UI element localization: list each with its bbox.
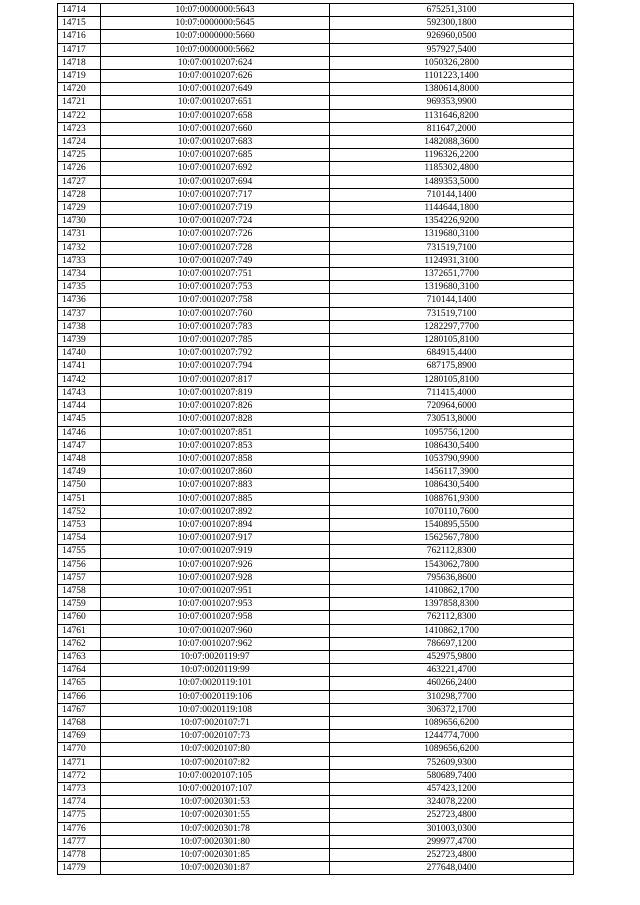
value-cell: 1196326,2200 <box>330 149 574 162</box>
value-cell: 687175,8900 <box>330 360 574 373</box>
row-number-cell: 14763 <box>58 650 101 663</box>
table-row <box>58 492 574 505</box>
cadastral-number-cell: 10:07:0010207:885 <box>101 492 330 505</box>
cadastral-number-cell: 10:07:0010207:760 <box>101 307 330 320</box>
row-number-cell: 14721 <box>58 96 101 109</box>
row-number-cell: 14727 <box>58 175 101 188</box>
table-row <box>58 598 574 611</box>
row-number-cell: 14761 <box>58 624 101 637</box>
cadastral-number-cell: 10:07:0020301:53 <box>101 796 330 809</box>
table-row <box>58 188 574 201</box>
row-number-cell: 14728 <box>58 188 101 201</box>
value-cell: 252723,4800 <box>330 809 574 822</box>
value-cell: 1053790,9900 <box>330 452 574 465</box>
row-number-cell: 14724 <box>58 136 101 149</box>
cadastral-number-cell: 10:07:0010207:926 <box>101 558 330 571</box>
row-number-cell: 14744 <box>58 400 101 413</box>
value-cell: 684915,4400 <box>330 347 574 360</box>
cadastral-number-cell: 10:07:0020301:55 <box>101 809 330 822</box>
row-number-cell: 14759 <box>58 598 101 611</box>
cadastral-number-cell: 10:07:0010207:783 <box>101 320 330 333</box>
cadastral-number-cell: 10:07:0020107:80 <box>101 743 330 756</box>
table-row <box>58 96 574 109</box>
row-number-cell: 14779 <box>58 862 101 875</box>
table-row <box>58 452 574 465</box>
table-row <box>58 43 574 56</box>
table-row <box>58 624 574 637</box>
row-number-cell: 14771 <box>58 756 101 769</box>
row-number-cell: 14766 <box>58 690 101 703</box>
table-row <box>58 386 574 399</box>
value-cell: 710144,1400 <box>330 294 574 307</box>
cadastral-number-cell: 10:07:0010207:853 <box>101 439 330 452</box>
cadastral-number-cell: 10:07:0010207:624 <box>101 56 330 69</box>
row-number-cell: 14730 <box>58 215 101 228</box>
row-number-cell: 14749 <box>58 466 101 479</box>
value-cell: 710144,1400 <box>330 188 574 201</box>
value-cell: 310298,7700 <box>330 690 574 703</box>
value-cell: 460266,2400 <box>330 677 574 690</box>
row-number-cell: 14748 <box>58 452 101 465</box>
row-number-cell: 14760 <box>58 611 101 624</box>
value-cell: 1144644,1800 <box>330 202 574 215</box>
table-row <box>58 109 574 122</box>
value-cell: 786697,1200 <box>330 637 574 650</box>
value-cell: 762112,8300 <box>330 611 574 624</box>
cadastral-number-cell: 10:07:0010207:851 <box>101 426 330 439</box>
table-row <box>58 241 574 254</box>
table-row <box>58 505 574 518</box>
cadastral-number-cell: 10:07:0010207:819 <box>101 386 330 399</box>
cadastral-number-cell: 10:07:0020107:71 <box>101 716 330 729</box>
table-row <box>58 202 574 215</box>
table-row <box>58 690 574 703</box>
cadastral-number-cell: 10:07:0020301:87 <box>101 862 330 875</box>
table-row <box>58 849 574 862</box>
table-row <box>58 175 574 188</box>
cadastral-number-cell: 10:07:0010207:692 <box>101 162 330 175</box>
table-row <box>58 822 574 835</box>
cadastral-number-cell: 10:07:0020119:99 <box>101 664 330 677</box>
value-cell: 957927,5400 <box>330 43 574 56</box>
row-number-cell: 14747 <box>58 439 101 452</box>
table-row <box>58 782 574 795</box>
cadastral-number-cell: 10:07:0010207:858 <box>101 452 330 465</box>
value-cell: 324078,2200 <box>330 796 574 809</box>
cadastral-number-cell: 10:07:0020301:78 <box>101 822 330 835</box>
value-cell: 1410862,1700 <box>330 584 574 597</box>
row-number-cell: 14740 <box>58 347 101 360</box>
cadastral-number-cell: 10:07:0020301:85 <box>101 849 330 862</box>
cadastral-number-cell: 10:07:0010207:951 <box>101 584 330 597</box>
table-row <box>58 307 574 320</box>
value-cell: 1380614,8000 <box>330 83 574 96</box>
row-number-cell: 14768 <box>58 716 101 729</box>
table-row <box>58 70 574 83</box>
row-number-cell: 14726 <box>58 162 101 175</box>
table-row <box>58 17 574 30</box>
cadastral-number-cell: 10:07:0010207:892 <box>101 505 330 518</box>
cadastral-number-cell: 10:07:0010207:660 <box>101 122 330 135</box>
value-cell: 1089656,6200 <box>330 743 574 756</box>
cadastral-number-cell: 10:07:0010207:719 <box>101 202 330 215</box>
table-row <box>58 228 574 241</box>
row-number-cell: 14755 <box>58 545 101 558</box>
cadastral-number-cell: 10:07:0010207:919 <box>101 545 330 558</box>
row-number-cell: 14767 <box>58 703 101 716</box>
value-cell: 1089656,6200 <box>330 716 574 729</box>
row-number-cell: 14762 <box>58 637 101 650</box>
table-row <box>58 743 574 756</box>
table-row <box>58 756 574 769</box>
cadastral-number-cell: 10:07:0010207:685 <box>101 149 330 162</box>
cadastral-number-cell: 10:07:0000000:5660 <box>101 30 330 43</box>
row-number-cell: 14745 <box>58 413 101 426</box>
value-cell: 306372,1700 <box>330 703 574 716</box>
row-number-cell: 14717 <box>58 43 101 56</box>
table-row <box>58 347 574 360</box>
row-number-cell: 14775 <box>58 809 101 822</box>
value-cell: 795636,8600 <box>330 571 574 584</box>
value-cell: 1095756,1200 <box>330 426 574 439</box>
value-cell: 1124931,3100 <box>330 254 574 267</box>
row-number-cell: 14753 <box>58 518 101 531</box>
value-cell: 277648,0400 <box>330 862 574 875</box>
table-row <box>58 703 574 716</box>
table-row <box>58 611 574 624</box>
row-number-cell: 14746 <box>58 426 101 439</box>
row-number-cell: 14720 <box>58 83 101 96</box>
value-cell: 752609,9300 <box>330 756 574 769</box>
value-cell: 720964,6000 <box>330 400 574 413</box>
table-row <box>58 149 574 162</box>
value-cell: 463221,4700 <box>330 664 574 677</box>
table-row <box>58 809 574 822</box>
cadastral-number-cell: 10:07:0020107:105 <box>101 769 330 782</box>
table-row <box>58 571 574 584</box>
value-cell: 1070110,7600 <box>330 505 574 518</box>
cadastral-number-cell: 10:07:0010207:860 <box>101 466 330 479</box>
table-row <box>58 664 574 677</box>
row-number-cell: 14770 <box>58 743 101 756</box>
cadastral-number-cell: 10:07:0010207:726 <box>101 228 330 241</box>
row-number-cell: 14734 <box>58 268 101 281</box>
value-cell: 1244774,7000 <box>330 730 574 743</box>
table-row <box>58 835 574 848</box>
cadastral-number-cell: 10:07:0010207:785 <box>101 334 330 347</box>
table-body <box>58 4 574 875</box>
table-row <box>58 122 574 135</box>
value-cell: 1397858,8300 <box>330 598 574 611</box>
value-cell: 811647,2000 <box>330 122 574 135</box>
cadastral-number-cell: 10:07:0020119:108 <box>101 703 330 716</box>
value-cell: 711415,4000 <box>330 386 574 399</box>
row-number-cell: 14772 <box>58 769 101 782</box>
row-number-cell: 14716 <box>58 30 101 43</box>
value-cell: 1456117,3900 <box>330 466 574 479</box>
cadastral-number-cell: 10:07:0010207:960 <box>101 624 330 637</box>
row-number-cell: 14773 <box>58 782 101 795</box>
value-cell: 580689,7400 <box>330 769 574 782</box>
row-number-cell: 14754 <box>58 532 101 545</box>
cadastral-number-cell: 10:07:0010207:817 <box>101 373 330 386</box>
cadastral-number-cell: 10:07:0020107:73 <box>101 730 330 743</box>
value-cell: 299977,4700 <box>330 835 574 848</box>
cadastral-number-cell: 10:07:0010207:728 <box>101 241 330 254</box>
row-number-cell: 14725 <box>58 149 101 162</box>
table-row <box>58 215 574 228</box>
value-cell: 731519,7100 <box>330 307 574 320</box>
row-number-cell: 14750 <box>58 479 101 492</box>
row-number-cell: 14752 <box>58 505 101 518</box>
cadastral-number-cell: 10:07:0010207:828 <box>101 413 330 426</box>
table-row <box>58 268 574 281</box>
value-cell: 1354226,9200 <box>330 215 574 228</box>
value-cell: 1482088,3600 <box>330 136 574 149</box>
table-row <box>58 373 574 386</box>
value-cell: 926960,0500 <box>330 30 574 43</box>
row-number-cell: 14757 <box>58 571 101 584</box>
table-row <box>58 545 574 558</box>
row-number-cell: 14736 <box>58 294 101 307</box>
cadastral-number-cell: 10:07:0010207:749 <box>101 254 330 267</box>
table-row <box>58 254 574 267</box>
value-cell: 762112,8300 <box>330 545 574 558</box>
table-row <box>58 281 574 294</box>
cadastral-number-cell: 10:07:0000000:5662 <box>101 43 330 56</box>
row-number-cell: 14769 <box>58 730 101 743</box>
table-row <box>58 439 574 452</box>
value-cell: 457423,1200 <box>330 782 574 795</box>
row-number-cell: 14777 <box>58 835 101 848</box>
cadastral-number-cell: 10:07:0010207:724 <box>101 215 330 228</box>
table-row <box>58 360 574 373</box>
value-cell: 1086430,5400 <box>330 439 574 452</box>
cadastral-number-cell: 10:07:0010207:683 <box>101 136 330 149</box>
cadastral-number-cell: 10:07:0010207:953 <box>101 598 330 611</box>
row-number-cell: 14764 <box>58 664 101 677</box>
row-number-cell: 14738 <box>58 320 101 333</box>
row-number-cell: 14732 <box>58 241 101 254</box>
row-number-cell: 14751 <box>58 492 101 505</box>
cadastral-number-cell: 10:07:0010207:649 <box>101 83 330 96</box>
table-row <box>58 769 574 782</box>
row-number-cell: 14756 <box>58 558 101 571</box>
value-cell: 1088761,9300 <box>330 492 574 505</box>
row-number-cell: 14758 <box>58 584 101 597</box>
table-row <box>58 716 574 729</box>
cadastral-number-cell: 10:07:0010207:717 <box>101 188 330 201</box>
cadastral-number-cell: 10:07:0010207:958 <box>101 611 330 624</box>
value-cell: 1540895,5500 <box>330 518 574 531</box>
cadastral-number-cell: 10:07:0000000:5643 <box>101 4 330 17</box>
row-number-cell: 14741 <box>58 360 101 373</box>
table-row <box>58 4 574 17</box>
value-cell: 675251,3100 <box>330 4 574 17</box>
table-row <box>58 730 574 743</box>
row-number-cell: 14714 <box>58 4 101 17</box>
cadastral-number-cell: 10:07:0010207:894 <box>101 518 330 531</box>
value-cell: 1319680,3100 <box>330 281 574 294</box>
value-cell: 1410862,1700 <box>330 624 574 637</box>
value-cell: 1562567,7800 <box>330 532 574 545</box>
value-cell: 452975,9800 <box>330 650 574 663</box>
row-number-cell: 14739 <box>58 334 101 347</box>
row-number-cell: 14742 <box>58 373 101 386</box>
value-cell: 252723,4800 <box>330 849 574 862</box>
table-row <box>58 162 574 175</box>
table-row <box>58 56 574 69</box>
table-row <box>58 426 574 439</box>
cadastral-number-cell: 10:07:0010207:928 <box>101 571 330 584</box>
row-number-cell: 14778 <box>58 849 101 862</box>
cadastral-number-cell: 10:07:0000000:5645 <box>101 17 330 30</box>
table-row <box>58 466 574 479</box>
value-cell: 730513,8000 <box>330 413 574 426</box>
cadastral-number-cell: 10:07:0010207:658 <box>101 109 330 122</box>
table-row <box>58 83 574 96</box>
row-number-cell: 14719 <box>58 70 101 83</box>
cadastral-number-cell: 10:07:0010207:753 <box>101 281 330 294</box>
cadastral-number-cell: 10:07:0010207:792 <box>101 347 330 360</box>
table-row <box>58 532 574 545</box>
cadastral-number-cell: 10:07:0020119:97 <box>101 650 330 663</box>
cadastral-number-cell: 10:07:0010207:826 <box>101 400 330 413</box>
value-cell: 592300,1800 <box>330 17 574 30</box>
value-cell: 1280105,8100 <box>330 373 574 386</box>
row-number-cell: 14774 <box>58 796 101 809</box>
row-number-cell: 14743 <box>58 386 101 399</box>
value-cell: 1185302,4800 <box>330 162 574 175</box>
row-number-cell: 14733 <box>58 254 101 267</box>
value-cell: 969353,9900 <box>330 96 574 109</box>
value-cell: 1543062,7800 <box>330 558 574 571</box>
cadastral-number-cell: 10:07:0010207:917 <box>101 532 330 545</box>
table-row <box>58 30 574 43</box>
table-row <box>58 320 574 333</box>
value-cell: 1372651,7700 <box>330 268 574 281</box>
value-cell: 1101223,1400 <box>330 70 574 83</box>
row-number-cell: 14722 <box>58 109 101 122</box>
cadastral-number-cell: 10:07:0010207:651 <box>101 96 330 109</box>
cadastral-number-cell: 10:07:0020301:80 <box>101 835 330 848</box>
row-number-cell: 14718 <box>58 56 101 69</box>
table-row <box>58 334 574 347</box>
table-row <box>58 294 574 307</box>
table-row <box>58 796 574 809</box>
value-cell: 731519,7100 <box>330 241 574 254</box>
cadastral-number-cell: 10:07:0010207:883 <box>101 479 330 492</box>
row-number-cell: 14729 <box>58 202 101 215</box>
value-cell: 1086430,5400 <box>330 479 574 492</box>
table-row <box>58 136 574 149</box>
cadastral-number-cell: 10:07:0010207:758 <box>101 294 330 307</box>
row-number-cell: 14731 <box>58 228 101 241</box>
table-row <box>58 518 574 531</box>
cadastral-number-cell: 10:07:0010207:694 <box>101 175 330 188</box>
table-row <box>58 558 574 571</box>
cadastral-number-cell: 10:07:0010207:962 <box>101 637 330 650</box>
row-number-cell: 14765 <box>58 677 101 690</box>
cadastral-number-cell: 10:07:0020119:106 <box>101 690 330 703</box>
value-cell: 301003,0300 <box>330 822 574 835</box>
value-cell: 1282297,7700 <box>330 320 574 333</box>
row-number-cell: 14723 <box>58 122 101 135</box>
table-row <box>58 479 574 492</box>
table-row <box>58 413 574 426</box>
table-row <box>58 677 574 690</box>
table-row <box>58 584 574 597</box>
value-cell: 1050326,2800 <box>330 56 574 69</box>
cadastral-number-cell: 10:07:0010207:626 <box>101 70 330 83</box>
row-number-cell: 14737 <box>58 307 101 320</box>
value-cell: 1280105,8100 <box>330 334 574 347</box>
table-row <box>58 400 574 413</box>
value-cell: 1489353,5000 <box>330 175 574 188</box>
table-row <box>58 862 574 875</box>
cadastral-number-cell: 10:07:0010207:794 <box>101 360 330 373</box>
value-cell: 1319680,3100 <box>330 228 574 241</box>
row-number-cell: 14776 <box>58 822 101 835</box>
table-row <box>58 637 574 650</box>
table-row <box>58 650 574 663</box>
cadastral-value-table <box>57 3 574 875</box>
cadastral-number-cell: 10:07:0010207:751 <box>101 268 330 281</box>
cadastral-number-cell: 10:07:0020119:101 <box>101 677 330 690</box>
cadastral-number-cell: 10:07:0020107:82 <box>101 756 330 769</box>
value-cell: 1131646,8200 <box>330 109 574 122</box>
cadastral-number-cell: 10:07:0020107:107 <box>101 782 330 795</box>
row-number-cell: 14735 <box>58 281 101 294</box>
row-number-cell: 14715 <box>58 17 101 30</box>
